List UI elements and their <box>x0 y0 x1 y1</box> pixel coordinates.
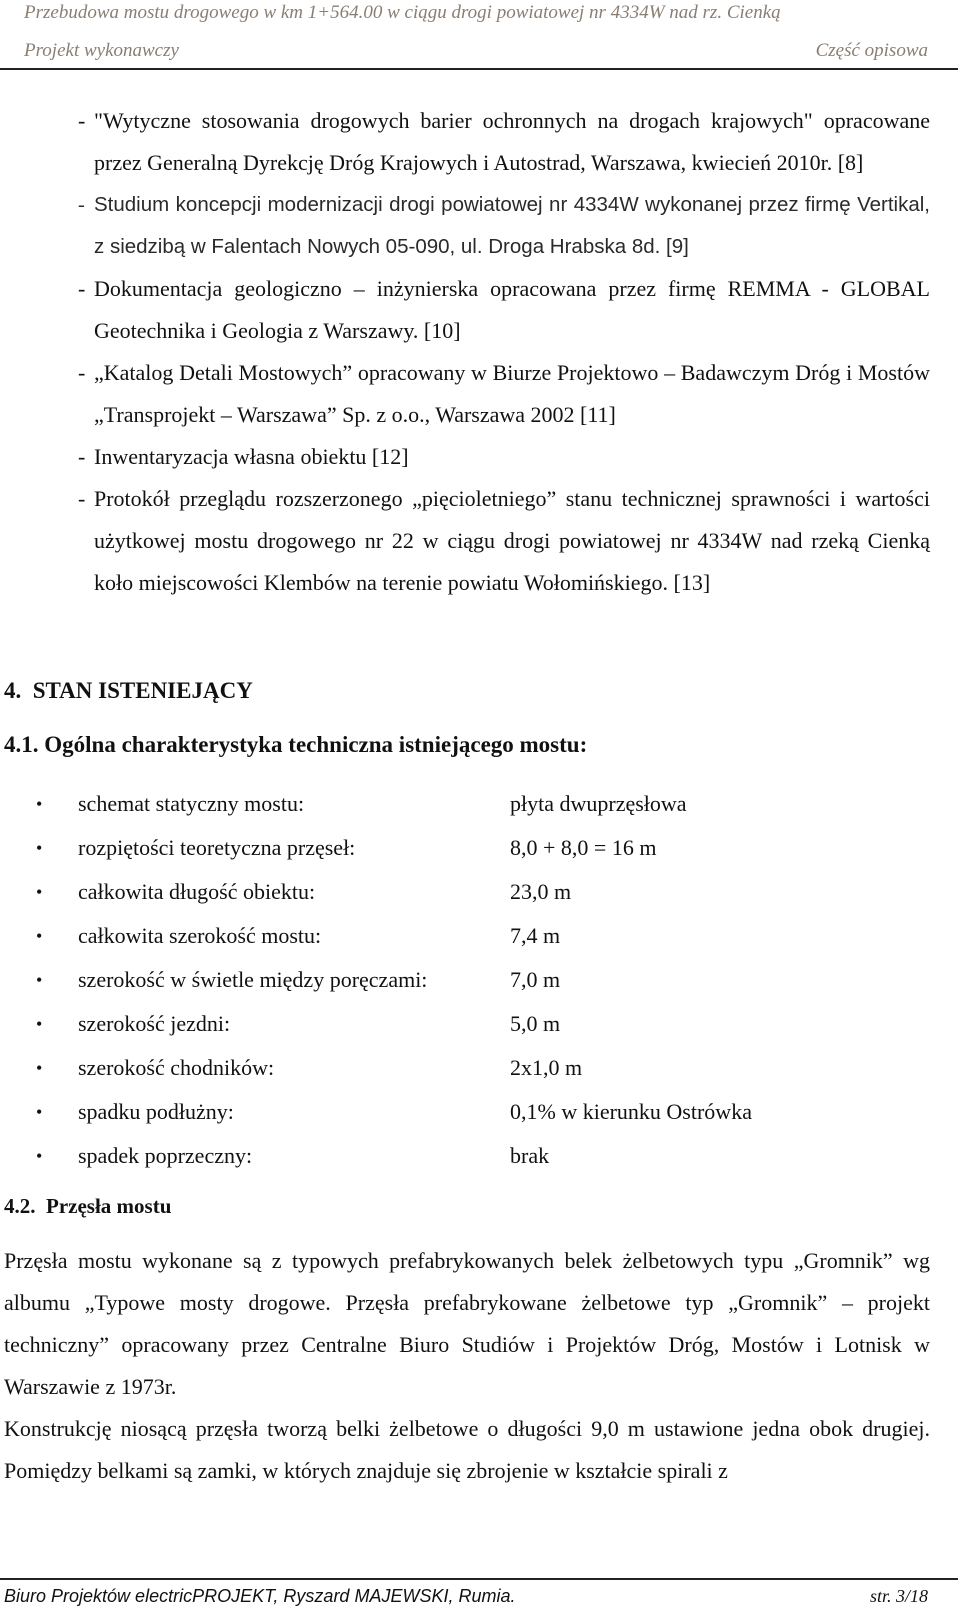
bullet-icon: • <box>36 1146 43 1166</box>
bullet-icon: • <box>36 1102 43 1122</box>
spec-value: 0,1% w kierunku Ostrówka <box>510 1099 752 1124</box>
section-number: 4.2. <box>4 1194 36 1218</box>
spec-row <box>0 958 960 1002</box>
header-doc-type: Projekt wykonawczy <box>24 40 179 61</box>
section-body <box>4 1240 930 1492</box>
list-dash: - <box>78 360 86 385</box>
reference-item <box>0 100 960 184</box>
spec-value: brak <box>510 1143 550 1168</box>
section-heading-4 <box>4 678 253 704</box>
page-header <box>0 0 958 70</box>
spec-row <box>0 1002 960 1046</box>
spec-label: rozpiętości teoretyczna przęseł: <box>78 835 356 860</box>
reference-text: Protokół przeglądu rozszerzonego „pięcioletniego” stanu technicznej sprawności i wartości użytkowej mostu drogowego nr 22 w ciągu drogi powiatowej nr 4334W nad rzeką Cienką koło miejscowości Klembów na terenie powiatu Wołomińskiego. [13] <box>94 486 930 595</box>
spec-list <box>0 782 960 1178</box>
spec-row <box>0 826 960 870</box>
list-dash: - <box>78 108 86 133</box>
section-title: STAN ISTENIEJĄCY <box>32 678 253 703</box>
spec-label: szerokość chodników: <box>78 1055 275 1080</box>
reference-item <box>0 184 960 268</box>
reference-item <box>0 352 960 436</box>
spec-label: całkowita szerokość mostu: <box>78 923 322 948</box>
spec-label: szerokość w świetle między poręczami: <box>78 967 428 992</box>
header-title: Przebudowa mostu drogowego w km 1+564.00 w ciągu drogi powiatowej nr 4334W nad rz. Cienką <box>24 2 781 23</box>
page-footer <box>0 1578 958 1619</box>
reference-text: Dokumentacja geologiczno – inżynierska opracowana przez firmę REMMA - GLOBAL Geotechnika i Geologia z Warszawy. [10] <box>94 276 930 343</box>
spec-row <box>0 1046 960 1090</box>
page-number: str. 3/18 <box>869 1586 928 1606</box>
spec-label: całkowita długość obiektu: <box>78 879 316 904</box>
reference-text: Inwentaryzacja własna obiektu [12] <box>94 444 409 469</box>
section-number: 4.1. <box>4 732 39 757</box>
reference-text: "Wytyczne stosowania drogowych barier ochronnych na drogach krajowych" opracowane przez Generalną Dyrekcję Dróg Krajowych i Autostrad, Warszawa, kwiecień 2010r. [8] <box>94 108 930 175</box>
list-dash: - <box>78 486 86 511</box>
section-number: 4. <box>4 678 22 703</box>
references-list <box>0 100 960 604</box>
bullet-icon: • <box>36 1014 43 1034</box>
list-dash: - <box>78 276 86 301</box>
list-dash: - <box>78 444 86 469</box>
bullet-icon: • <box>36 1058 43 1078</box>
spec-value: 8,0 + 8,0 = 16 m <box>510 835 657 860</box>
spec-value: 7,4 m <box>510 923 561 948</box>
bullet-icon: • <box>36 794 43 814</box>
spec-value: 23,0 m <box>510 879 572 904</box>
body-paragraph: Przęsła mostu wykonane są z typowych prefabrykowanych belek żelbetowych typu „Gromnik” wg albumu „Typowe mosty drogowe. Przęsła prefabrykowane żelbetowe typ „Gromnik” – projekt techniczny” opracowany przez Centralne Biuro Studiów i Projektów Dróg, Mostów i Lotnisk w Warszawie z 1973r. <box>4 1248 930 1399</box>
footer-company: Biuro Projektów electricPROJEKT, Ryszard MAJEWSKI, Rumia. <box>4 1586 516 1606</box>
spec-row <box>0 1134 960 1178</box>
section-heading-4-2 <box>4 1194 171 1219</box>
spec-value: 5,0 m <box>510 1011 561 1036</box>
header-section: Część opisowa <box>815 40 928 61</box>
reference-item <box>0 478 960 604</box>
list-dash: - <box>78 194 85 216</box>
spec-label: schemat statyczny mostu: <box>78 791 305 816</box>
reference-text: Studium koncepcji modernizacji drogi powiatowej nr 4334W wykonanej przez firmę Vertikal, z siedzibą w Falentach Nowych 05-090, ul. Droga Hrabska 8d. [9] <box>94 193 930 258</box>
section-title: Przęsła mostu <box>46 1194 172 1218</box>
body-paragraph: Konstrukcję niosącą przęsła tworzą belki żelbetowe o długości 9,0 m ustawione jedna obok drugiej. Pomiędzy belkami są zamki, w których znajduje się zbrojenie w kształcie spirali z <box>4 1416 930 1483</box>
spec-value: 2x1,0 m <box>510 1055 583 1080</box>
reference-item <box>0 268 960 352</box>
spec-row <box>0 782 960 826</box>
spec-label: szerokość jezdni: <box>78 1011 231 1036</box>
spec-value: 7,0 m <box>510 967 561 992</box>
section-heading-4-1 <box>4 732 587 758</box>
spec-label: spadek poprzeczny: <box>78 1143 253 1168</box>
spec-row <box>0 914 960 958</box>
spec-value: płyta dwuprzęsłowa <box>510 791 687 816</box>
reference-item <box>0 436 960 478</box>
bullet-icon: • <box>36 838 43 858</box>
bullet-icon: • <box>36 926 43 946</box>
spec-label: spadku podłużny: <box>78 1099 234 1124</box>
bullet-icon: • <box>36 970 43 990</box>
reference-text: „Katalog Detali Mostowych” opracowany w Biurze Projektowo – Badawczym Dróg i Mostów „Transprojekt – Warszawa” Sp. z o.o., Warszawa 2002 [11] <box>94 360 930 427</box>
bullet-icon: • <box>36 882 43 902</box>
section-title: Ogólna charakterystyka techniczna istniejącego mostu: <box>44 732 588 757</box>
spec-row <box>0 870 960 914</box>
spec-row <box>0 1090 960 1134</box>
